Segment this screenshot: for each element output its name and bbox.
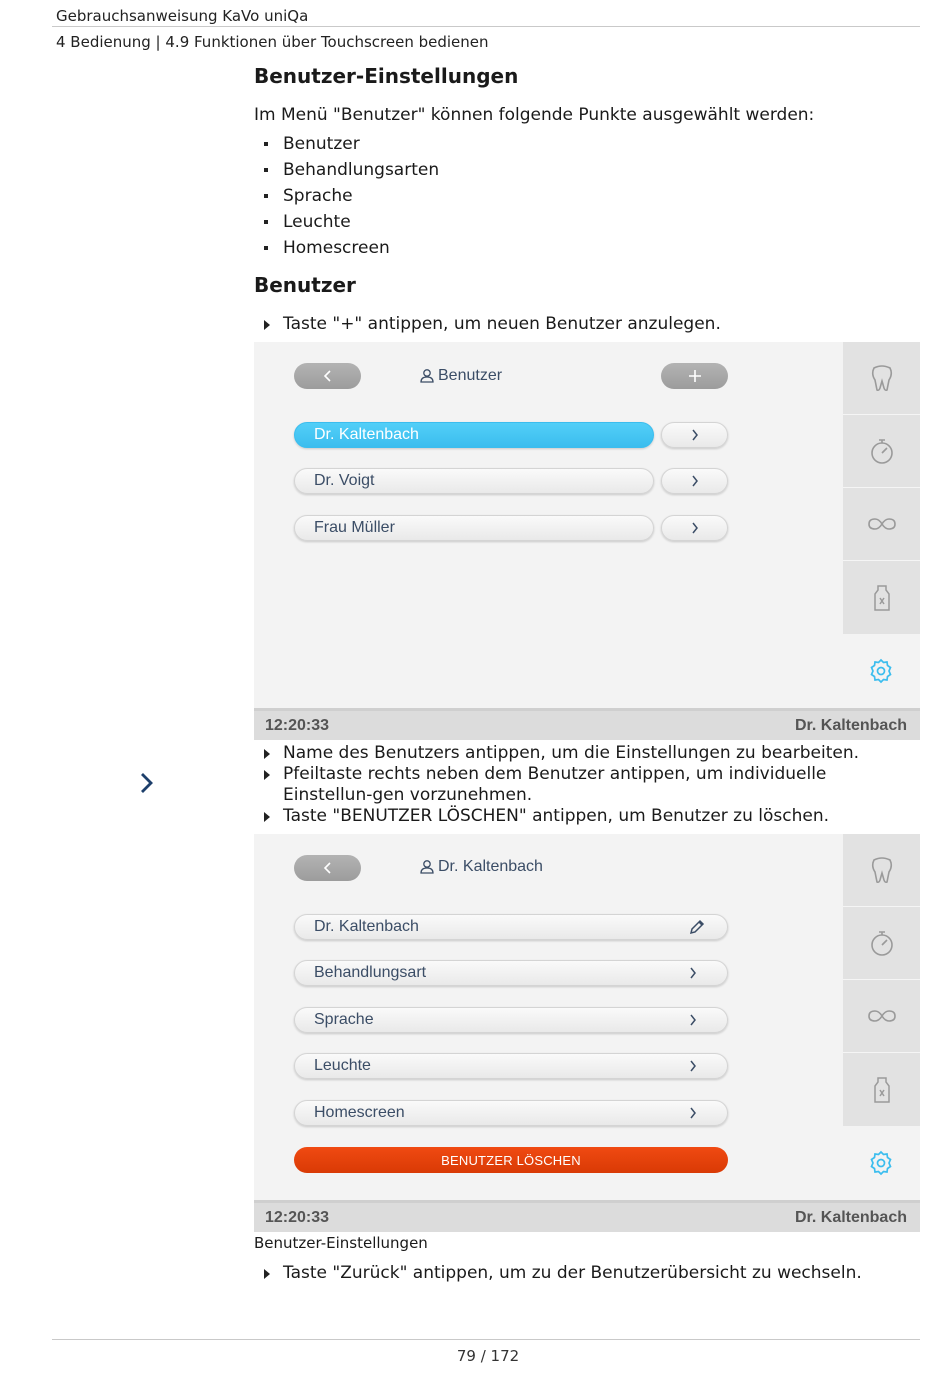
- page-number: 79 / 172: [456, 1347, 520, 1365]
- list-item: Sprache: [264, 183, 439, 209]
- sidebar-item-tooth[interactable]: [843, 834, 920, 907]
- function-sidebar: [843, 342, 920, 634]
- step-arrow-icon: [264, 320, 270, 330]
- current-user-label: Dr. Kaltenbach: [794, 1208, 907, 1226]
- step-arrow-icon: [264, 770, 270, 780]
- status-bar: [254, 708, 920, 740]
- back-button[interactable]: [294, 855, 361, 881]
- user-icon: [420, 368, 434, 384]
- step-arrow-icon: [264, 749, 270, 759]
- list-item: Leuchte: [264, 209, 439, 235]
- list-item: Homescreen: [264, 235, 439, 261]
- sidebar-item-timer[interactable]: [843, 415, 920, 488]
- tooth-icon: [870, 364, 894, 392]
- step-arrow-icon: [264, 812, 270, 822]
- plus-icon: [688, 369, 702, 383]
- user-settings-arrow-button[interactable]: [661, 468, 728, 494]
- intro-text: Im Menü "Benutzer" können folgende Punkte ausgewählt werden:: [254, 105, 815, 125]
- instruction-step: Name des Benutzers antippen, um die Einstellungen zu bearbeiten.: [264, 743, 913, 764]
- chevron-right-icon: [691, 522, 699, 534]
- margin-chevron-icon: [138, 771, 156, 795]
- instruction-step: Taste "Zurück" antippen, um zu der Benutzerübersicht zu wechseln.: [264, 1263, 913, 1284]
- menu-item-sprache[interactable]: Sprache: [294, 1007, 728, 1033]
- user-settings-arrow-button[interactable]: [661, 422, 728, 448]
- stopwatch-icon: [868, 437, 896, 465]
- list-item: Benutzer: [264, 131, 439, 157]
- screenshot-user-settings: [254, 834, 920, 1232]
- gear-icon[interactable]: [868, 1150, 894, 1176]
- chevron-left-icon: [323, 370, 333, 382]
- chevron-right-icon: [689, 1014, 697, 1026]
- infinity-icon: [867, 516, 897, 532]
- sidebar-item-mode[interactable]: [843, 980, 920, 1053]
- chevron-right-icon: [691, 429, 699, 441]
- instruction-step: Taste "BENUTZER LÖSCHEN" antippen, um Benutzer zu löschen.: [264, 806, 913, 827]
- gear-icon[interactable]: [868, 658, 894, 684]
- breadcrumb: 4 Bedienung | 4.9 Funktionen über Touchscreen bedienen: [56, 33, 489, 51]
- user-settings-arrow-button[interactable]: [661, 515, 728, 541]
- clock-time: 12:20:33: [265, 1208, 330, 1226]
- menu-item-homescreen[interactable]: Homescreen: [294, 1100, 728, 1126]
- status-bar: [254, 1200, 920, 1232]
- tooth-icon: [870, 856, 894, 884]
- document-title: Gebrauchsanweisung KaVo uniQa: [56, 7, 309, 25]
- user-icon: [420, 859, 434, 875]
- chevron-right-icon: [689, 1107, 697, 1119]
- menu-item-leuchte[interactable]: Leuchte: [294, 1053, 728, 1079]
- sidebar-item-hygiene[interactable]: [843, 561, 920, 634]
- add-user-button[interactable]: [661, 363, 728, 389]
- list-item: Behandlungsarten: [264, 157, 439, 183]
- figure-caption: Benutzer-Einstellungen: [254, 1234, 428, 1252]
- user-row-kaltenbach[interactable]: Dr. Kaltenbach: [294, 422, 654, 448]
- screen-title: Dr. Kaltenbach: [420, 858, 543, 876]
- section-heading-benutzer-einstellungen: Benutzer-Einstellungen: [254, 64, 519, 88]
- sidebar-item-tooth[interactable]: [843, 342, 920, 415]
- pencil-icon: [689, 919, 705, 935]
- function-sidebar: [843, 834, 920, 1126]
- menu-item-list: [264, 131, 439, 261]
- stopwatch-icon: [868, 929, 896, 957]
- footer-rule: [52, 1339, 920, 1340]
- user-name-edit-row[interactable]: Dr. Kaltenbach: [294, 914, 728, 940]
- chevron-right-icon: [689, 1060, 697, 1072]
- header-rule: [52, 26, 920, 27]
- sidebar-item-timer[interactable]: [843, 907, 920, 980]
- chevron-right-icon: [689, 967, 697, 979]
- infinity-icon: [867, 1008, 897, 1024]
- instruction-step: Pfeiltaste rechts neben dem Benutzer antippen, um individuelle Einstellun-gen vorzunehmen.: [264, 764, 913, 806]
- menu-item-behandlungsart[interactable]: Behandlungsart: [294, 960, 728, 986]
- user-row-mueller[interactable]: Frau Müller: [294, 515, 654, 541]
- section-heading-benutzer: Benutzer: [254, 273, 356, 297]
- bottle-icon: [872, 584, 892, 612]
- screenshot-user-list: [254, 342, 920, 740]
- bottle-icon: [872, 1076, 892, 1104]
- user-row-voigt[interactable]: Dr. Voigt: [294, 468, 654, 494]
- clock-time: 12:20:33: [265, 716, 330, 734]
- chevron-right-icon: [691, 475, 699, 487]
- sidebar-item-mode[interactable]: [843, 488, 920, 561]
- screen-title: Benutzer: [420, 367, 502, 385]
- current-user-label: Dr. Kaltenbach: [794, 716, 907, 734]
- sidebar-item-hygiene[interactable]: [843, 1053, 920, 1126]
- instruction-step: Taste "+" antippen, um neuen Benutzer anzulegen.: [264, 314, 913, 335]
- step-arrow-icon: [264, 1269, 270, 1279]
- delete-user-button[interactable]: BENUTZER LÖSCHEN: [294, 1147, 728, 1173]
- back-button[interactable]: [294, 363, 361, 389]
- chevron-left-icon: [323, 862, 333, 874]
